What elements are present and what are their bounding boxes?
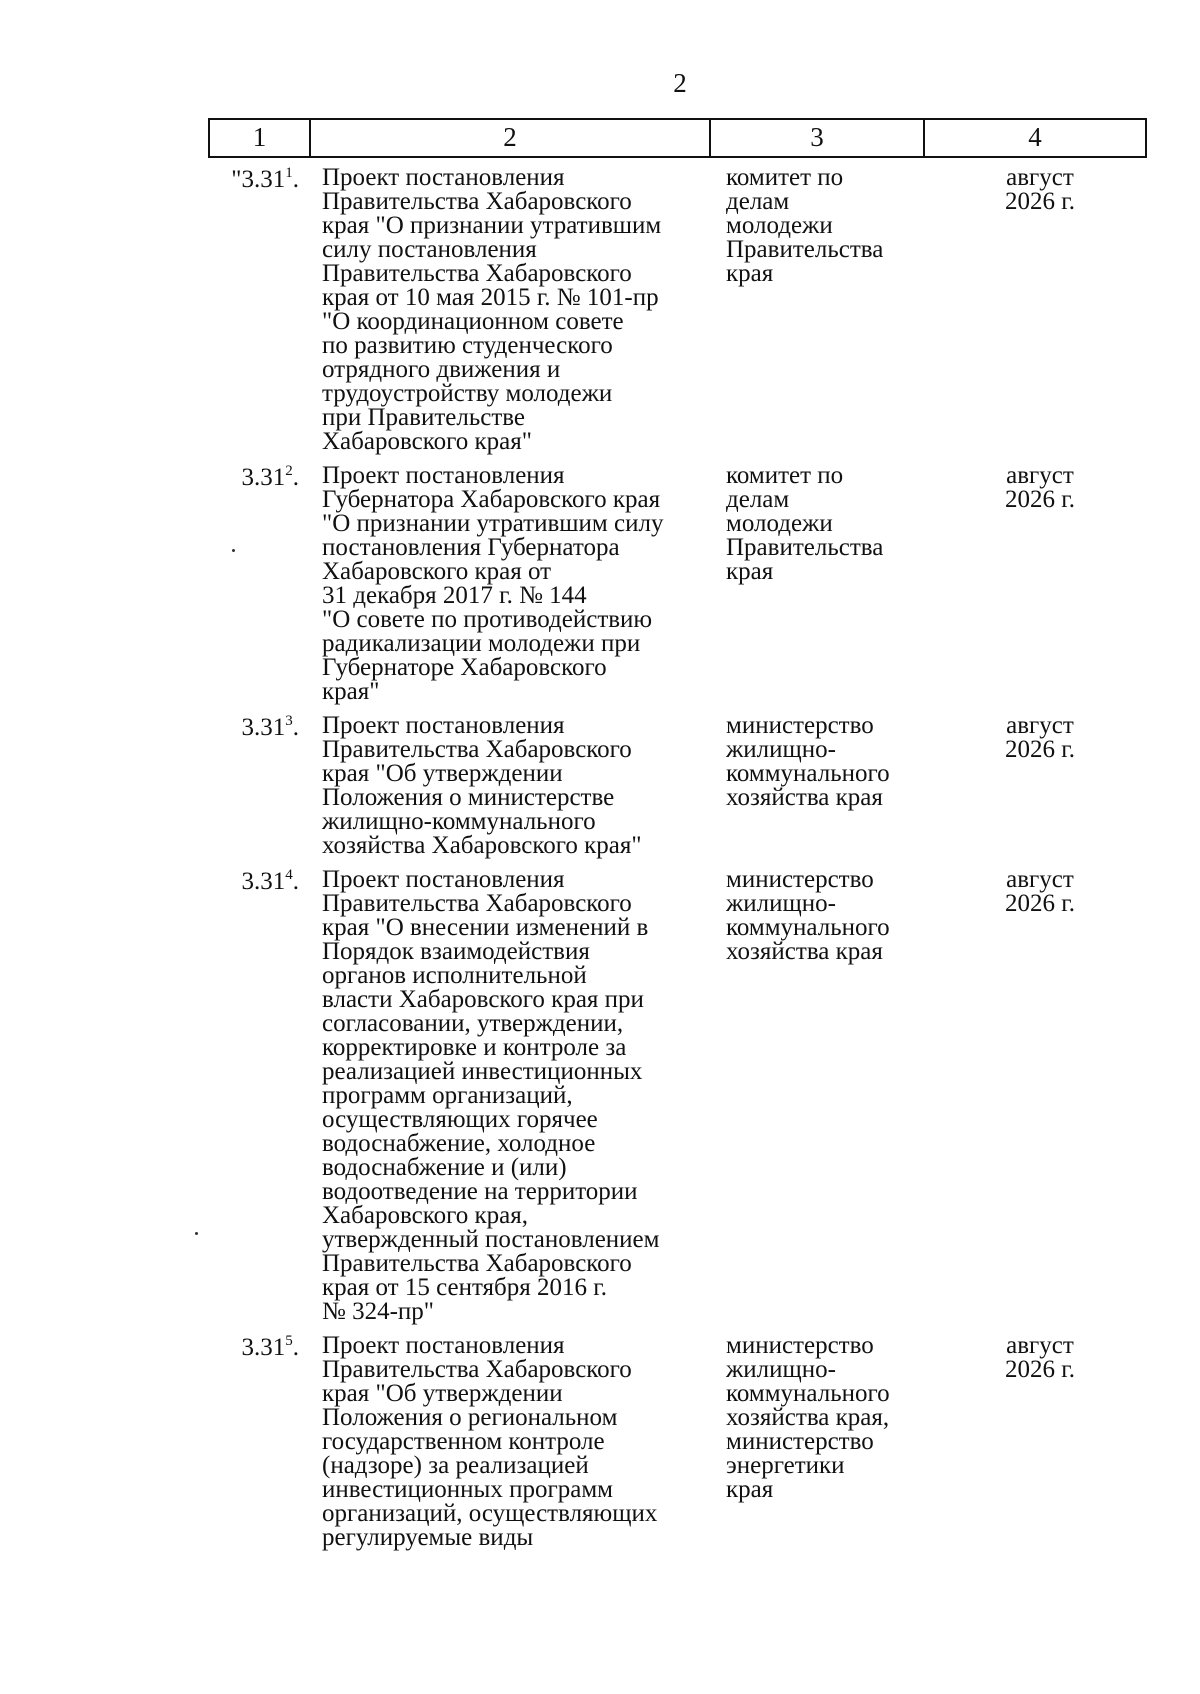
- item-executor: комитет по делам молодежи Правительства края: [726, 462, 884, 585]
- item-number-suffix: .: [292, 1334, 299, 1361]
- item-title: Проект постановления Правительства Хабаровского края "Об утверждении Положения о региональном государственном контроле (надзоре) за реализацией инвестиционных программ организаций, осуществляющих регулируемые виды: [322, 1332, 658, 1551]
- table-header: [208, 118, 1147, 158]
- item-number-suffix: .: [292, 714, 299, 741]
- item-title: Проект постановления Правительства Хабаровского края "О внесении изменений в Порядок взаимодействия органов исполнительной власти Хабаровского края при согласовании, утверждении, корректировке и контроле за реализацией инвестиционных программ организаций, осуществляющих горячее водоснабжение, холодное водоснабжение и (или) водоотведение на территории Хабаровского края, утвержденный постановлением Правительства Хабаровского края от 15 сентября 2016 г. № 324-пр": [322, 866, 660, 1325]
- item-executor: министерство жилищно- коммунального хозяйства края: [726, 866, 890, 965]
- item-number: [208, 464, 309, 490]
- table-row: [208, 868, 1147, 1324]
- item-number: [208, 1334, 309, 1360]
- table-row: [208, 166, 1147, 454]
- page-number: 2: [673, 68, 687, 98]
- item-executor: комитет по делам молодежи Правительства края: [726, 164, 884, 287]
- header-col-2: 2: [311, 120, 711, 156]
- item-number-prefix: 3.31: [241, 868, 286, 895]
- item-number-prefix: "3.31: [231, 166, 286, 193]
- item-number-superscript: 3: [285, 713, 293, 729]
- item-number-prefix: 3.31: [241, 464, 286, 491]
- item-number-superscript: 4: [285, 867, 293, 883]
- item-date: август 2026 г.: [1005, 462, 1075, 513]
- item-executor: министерство жилищно- коммунального хозяйства края, министерство энергетики края: [726, 1332, 890, 1503]
- item-number-superscript: 5: [285, 1333, 293, 1349]
- item-date: август 2026 г.: [1005, 1332, 1075, 1383]
- item-executor: министерство жилищно- коммунального хозяйства края: [726, 712, 890, 811]
- table-body: [208, 166, 1147, 1560]
- scan-speck: [232, 549, 235, 552]
- item-number-prefix: 3.31: [241, 714, 286, 741]
- header-col-3: 3: [711, 120, 925, 156]
- item-title: Проект постановления Губернатора Хабаровского края "О признании утратившим силу постановления Губернатора Хабаровского края от 31 декабря 2017 г. № 144 "О совете по противодействию радикализации молодежи при Губернаторе Хабаровского края": [322, 462, 664, 705]
- item-number: [208, 868, 309, 894]
- item-number-superscript: 2: [285, 463, 293, 479]
- item-date: август 2026 г.: [1005, 866, 1075, 917]
- item-title: Проект постановления Правительства Хабаровского края "Об утверждении Положения о министерстве жилищно-коммунального хозяйства Хабаровского края": [322, 712, 642, 859]
- item-date: август 2026 г.: [1005, 164, 1075, 215]
- item-number-prefix: 3.31: [241, 1334, 286, 1361]
- item-number-suffix: .: [292, 464, 299, 491]
- item-number: [208, 714, 309, 740]
- header-col-4: 4: [1028, 122, 1042, 152]
- item-number-suffix: .: [292, 166, 299, 193]
- item-title: Проект постановления Правительства Хабаровского края "О признании утратившим силу постановления Правительства Хабаровского края от 10 мая 2015 г. № 101-пр "О координационном совете по развитию студенческого отрядного движения и трудоустройству молодежи при Правительстве Хабаровского края": [322, 164, 662, 455]
- table-row: [208, 714, 1147, 858]
- item-date: август 2026 г.: [1005, 712, 1075, 763]
- item-number: [208, 166, 309, 192]
- item-number-suffix: .: [292, 868, 299, 895]
- table-row: [208, 464, 1147, 704]
- header-col-1: 1: [210, 120, 311, 156]
- scan-speck: [195, 1232, 198, 1235]
- item-number-superscript: 1: [285, 165, 293, 181]
- table-row: [208, 1334, 1147, 1550]
